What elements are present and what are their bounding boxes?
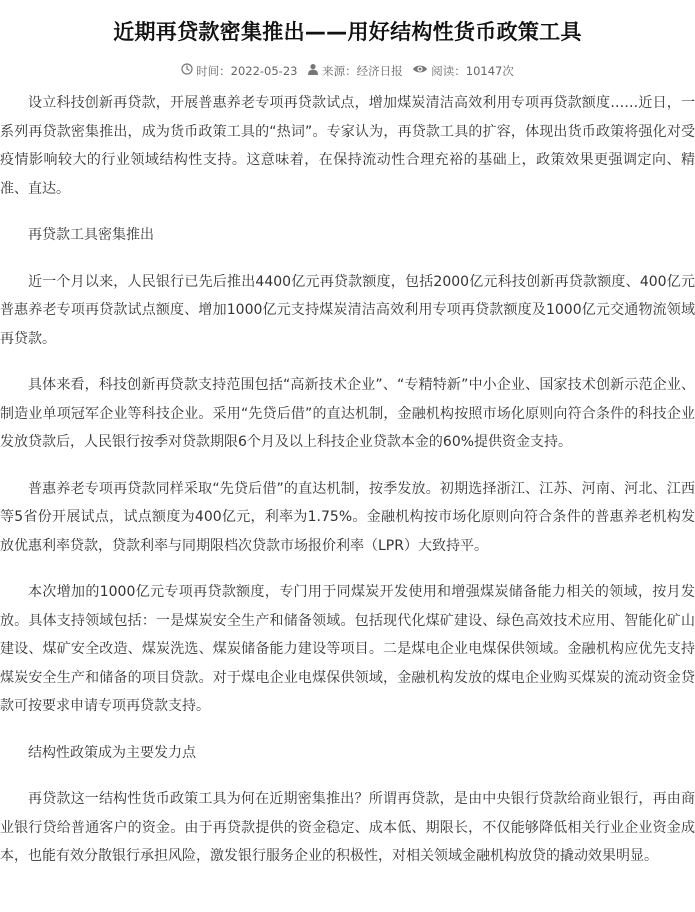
paragraph-quota: 近一个月以来，人民银行已先后推出4400亿元再贷款额度，包括2000亿元科技创新再贷款额度、400亿元普惠养老专项再贷款试点额度、增加1000亿元支持煤炭清洁高效利用专项再贷款额度及1000亿元交通物流领域再贷款。 — [0, 273, 695, 347]
eye-icon — [412, 61, 428, 81]
paragraph-tech-loan: 具体来看，科技创新再贷款支持范围包括“高新技术企业”、“专精特新”中小企业、国家技术创新示范企业、制造业单项冠军企业等科技企业。采用“先贷后借”的直达机制，金融机构按照市场化原则向符合条件的科技企业发放贷款后，人民银行按季对贷款期限6个月及以上科技企业贷款本金的60%提供资金支持。 — [0, 377, 695, 450]
clock-icon — [181, 61, 193, 81]
section-heading-2: 结构性政策成为主要发力点 — [28, 744, 196, 761]
publish-time-text: 时间：2022-05-23 — [196, 64, 298, 79]
view-count — [412, 61, 514, 82]
user-icon — [307, 61, 319, 81]
view-count-text: 阅读：10147次 — [431, 64, 514, 79]
article-body — [0, 89, 695, 871]
article-source-text: 来源：经济日报 — [322, 64, 403, 79]
section-heading-1: 再贷款工具密集推出 — [28, 227, 154, 243]
publish-time — [181, 61, 297, 82]
article-source — [307, 61, 403, 82]
article-title: 近期再贷款密集推出——用好结构性货币政策工具 — [113, 20, 582, 44]
article-meta — [0, 61, 695, 81]
paragraph-coal-loan: 本次增加的1000亿元专项再贷款额度，专门用于同煤炭开发使用和增强煤炭储备能力相关的领域，按月发放。具体支持领域包括：一是煤炭安全生产和储备领域。包括现代化煤矿建设、绿色高效技术应用、智能化矿山建设、煤矿安全改造、煤炭洗选、煤炭储备能力建设等项目。二是煤电企业电煤保供领域。金融机构应优先支持煤炭安全生产和储备的项目贷款。对于煤电企业电煤保供领域，金融机构发放的煤电企业购买煤炭的流动资金贷款可按要求申请专项再贷款支持。 — [0, 584, 695, 714]
paragraph-intro: 设立科技创新再贷款，开展普惠养老专项再贷款试点，增加煤炭清洁高效利用专项再贷款额度……近日，一系列再贷款密集推出，成为货币政策工具的“热词”。专家认为，再贷款工具的扩容，体现出货币政策将强化对受疫情影响较大的行业领域结构性支持。这意味着，在保持流动性合理充裕的基础上，政策效果更强调定向、精准、直达。 — [0, 95, 695, 197]
paragraph-elderly-care-loan: 普惠养老专项再贷款同样采取“先贷后借”的直达机制，按季发放。初期选择浙江、江苏、河南、河北、江西等5省份开展试点，试点额度为400亿元，利率为1.75%。金融机构按市场化原则向符合条件的普惠养老机构发放优惠利率贷款，贷款利率与同期限档次贷款市场报价利率（LPR）大致持平。 — [0, 480, 695, 554]
paragraph-relending-explained: 再贷款这一结构性货币政策工具为何在近期密集推出？所谓再贷款，是由中央银行贷款给商业银行，再由商业银行贷给普通客户的资金。由于再贷款提供的资金稳定、成本低、期限长，不仅能够降低相关行业企业资金成本，也能有效分散银行承担风险，激发银行服务企业的积极性，对相关领域金融机构放贷的撬动效果明显。 — [0, 791, 695, 864]
